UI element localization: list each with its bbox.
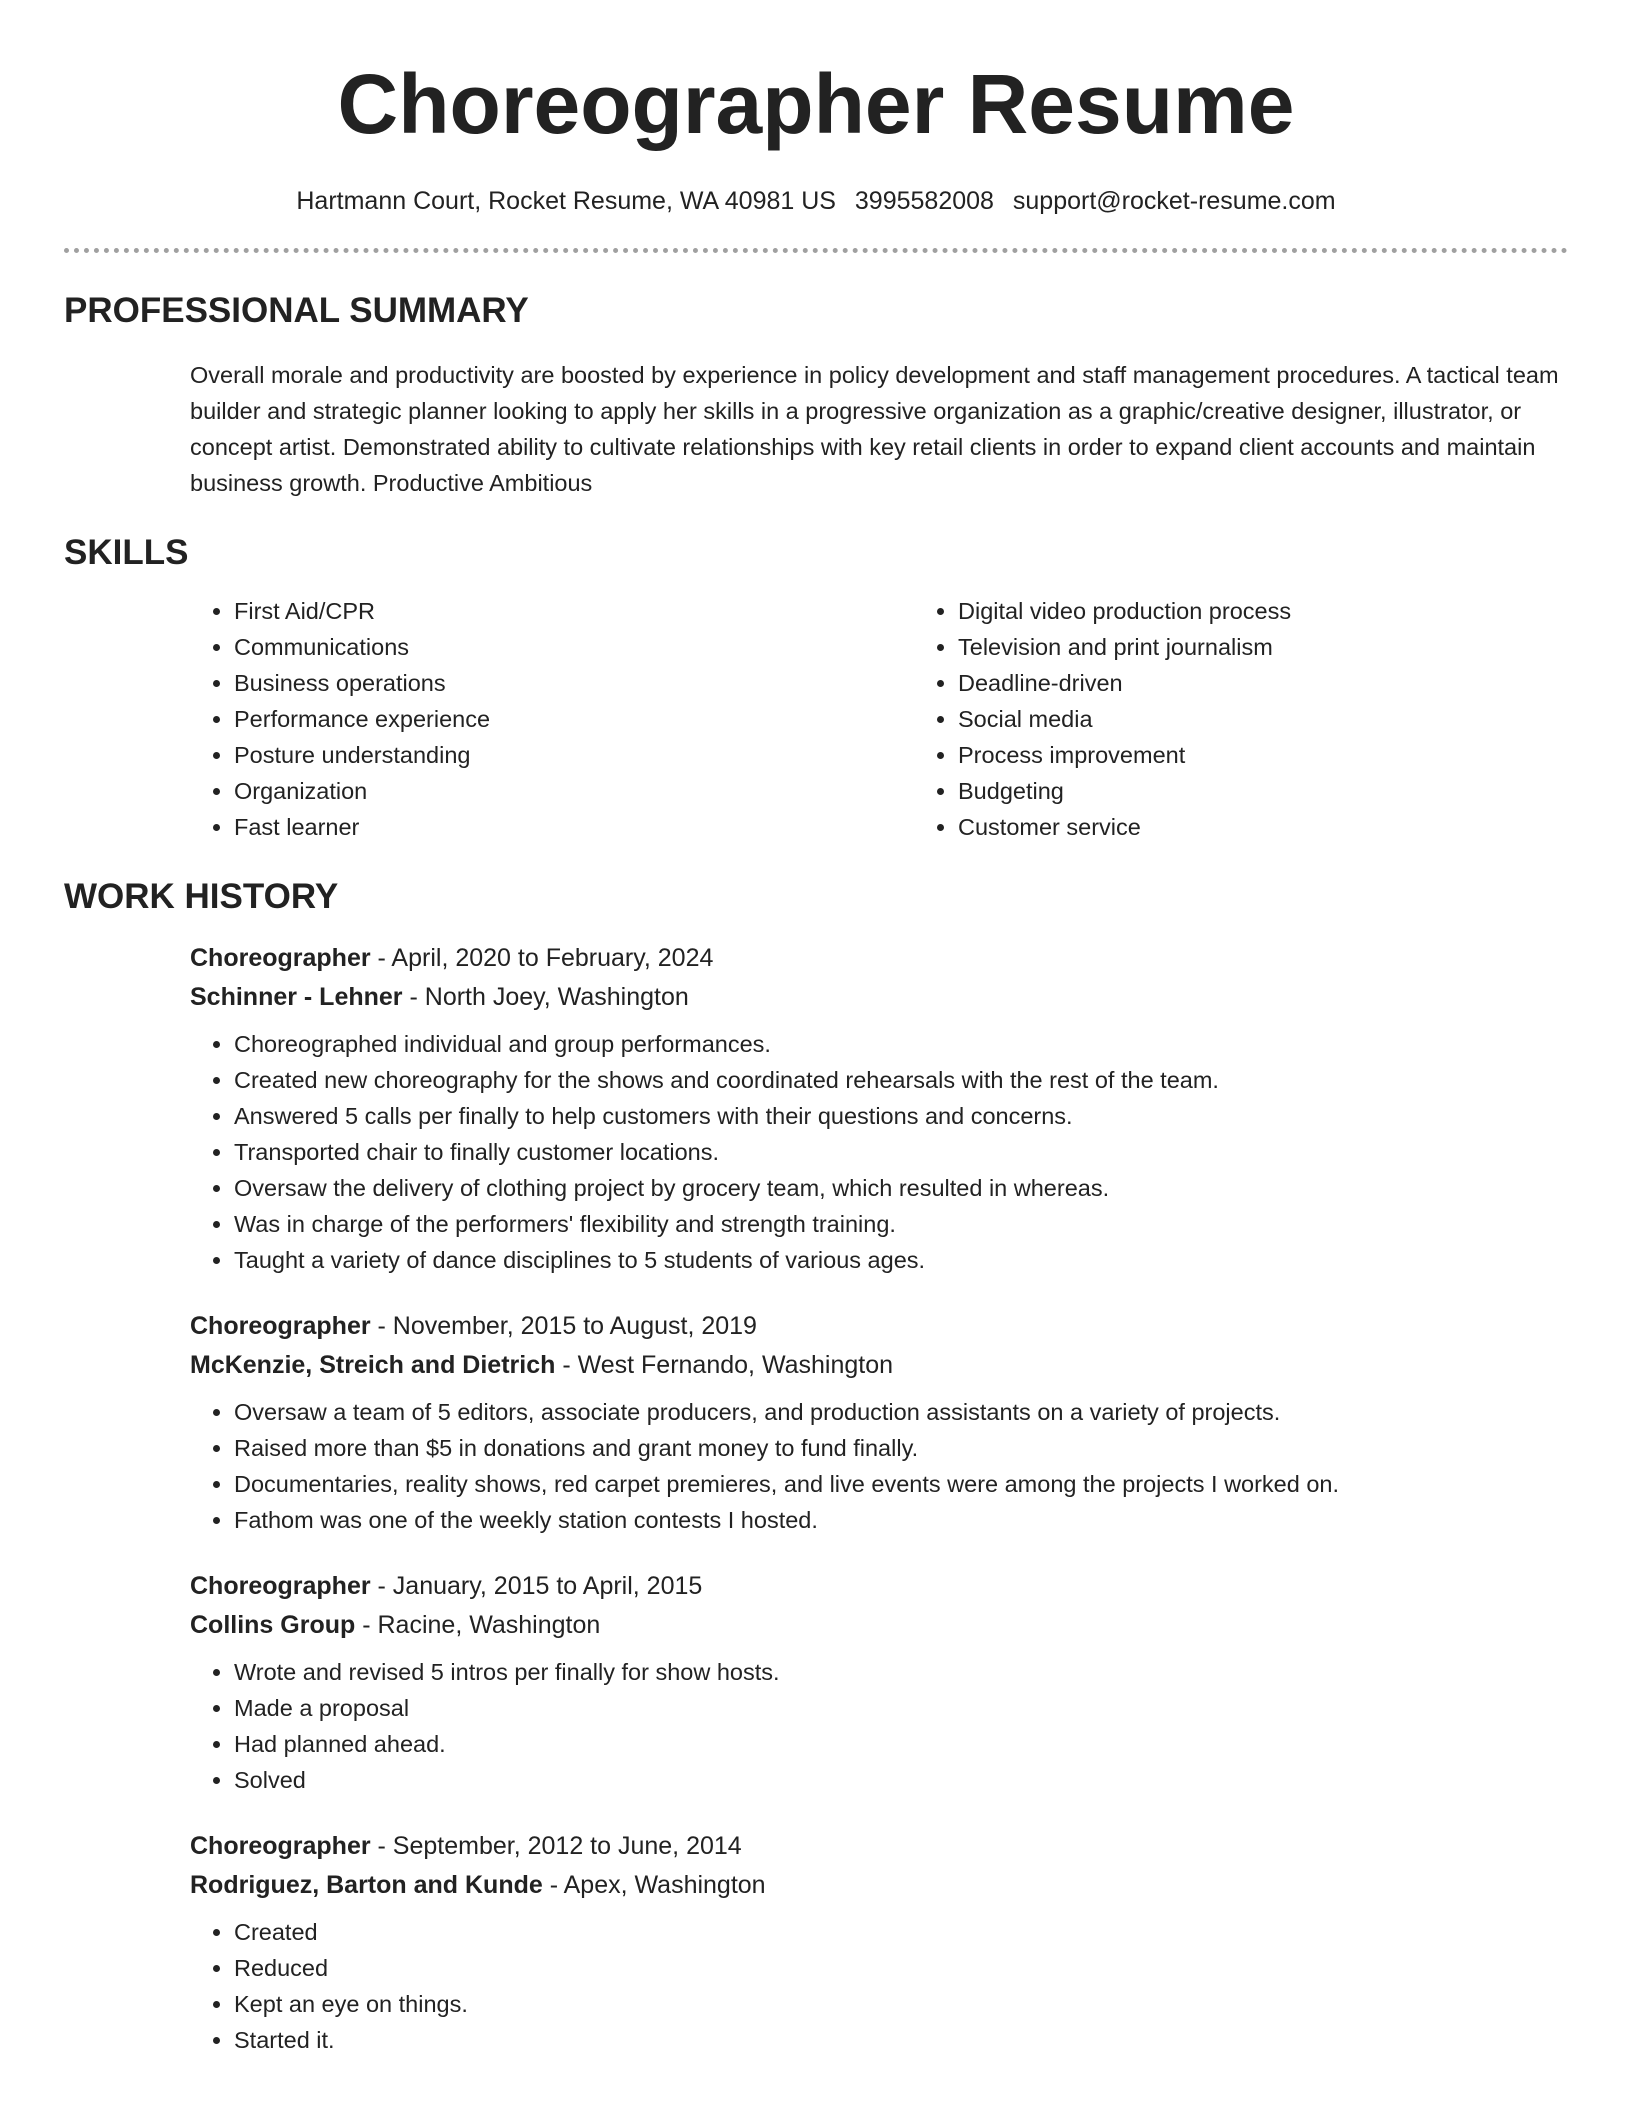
job-title-line [190,1567,1568,1606]
skill-item: • Customer service [958,809,1632,845]
skill-item: • Fast learner [234,809,914,845]
skills-column-left [190,593,914,845]
job-bullet: • Wrote and revised 5 intros per finally for show hosts. [234,1654,1568,1690]
job-entry [64,939,1568,1278]
job-location: - Racine, Washington [355,1611,601,1639]
job-title-line [190,1307,1568,1346]
job-entry [64,1307,1568,1538]
skills-section [64,593,1568,845]
job-company-line [190,1346,1568,1385]
job-company: Schinner - Lehner [190,983,403,1011]
job-entry [64,1567,1568,1798]
skill-item: • Digital video production process [958,593,1632,629]
job-company-line [190,1606,1568,1645]
skill-item: • First Aid/CPR [234,593,914,629]
job-bullet: • Oversaw the delivery of clothing project by grocery team, which resulted in whereas. [234,1170,1568,1206]
contact-address: Hartmann Court, Rocket Resume, WA 40981 US [296,187,836,215]
job-dates: - November, 2015 to August, 2019 [370,1312,757,1340]
job-dates: - September, 2012 to June, 2014 [370,1832,742,1860]
job-company: Rodriguez, Barton and Kunde [190,1871,543,1899]
job-title: Choreographer [190,1832,371,1860]
job-bullets [190,1026,1568,1278]
skill-item: • Social media [958,701,1632,737]
summary-section [64,357,1568,501]
skill-item: • Posture understanding [234,737,914,773]
contact-email: support@rocket-resume.com [1012,187,1336,215]
job-bullet: • Created [234,1914,1568,1950]
job-company: McKenzie, Streich and Dietrich [190,1351,556,1379]
job-bullet: • Oversaw a team of 5 editors, associate producers, and production assistants on a variety of projects. [234,1394,1568,1430]
job-bullet: • Answered 5 calls per finally to help customers with their questions and concerns. [234,1098,1568,1134]
job-title-line [190,1827,1568,1866]
skill-item: • Television and print journalism [958,629,1632,665]
job-bullet: • Had planned ahead. [234,1726,1568,1762]
job-bullet: • Taught a variety of dance disciplines to 5 students of various ages. [234,1242,1568,1278]
skill-item: • Business operations [234,665,914,701]
summary-text: Overall morale and productivity are boosted by experience in policy development and staff management procedures. A tactical team builder and strategic planner looking to apply her skills in a progressive organization as a graphic/creative designer, illustrator, or concept artist. Demonstrated ability to cultivate relationships with key retail clients in order to expand client accounts and maintain business growth. Productive Ambitious [190,362,1559,496]
job-bullet: • Fathom was one of the weekly station contests I hosted. [234,1502,1568,1538]
job-title: Choreographer [190,944,371,972]
job-location: - Apex, Washington [542,1871,766,1899]
skill-item: • Communications [234,629,914,665]
job-bullet: • Solved [234,1762,1568,1798]
job-dates: - April, 2020 to February, 2024 [370,944,714,972]
job-entry [64,1827,1568,2058]
job-bullets [190,1654,1568,1798]
job-title-line [190,939,1568,978]
job-bullet: • Made a proposal [234,1690,1568,1726]
job-location: - North Joey, Washington [402,983,689,1011]
job-bullet: • Documentaries, reality shows, red carpet premieres, and live events were among the projects I worked on. [234,1466,1568,1502]
resume-title: Choreographer Resume [337,57,1295,151]
job-bullet: • Was in charge of the performers' flexibility and strength training. [234,1206,1568,1242]
skill-item: • Deadline-driven [958,665,1632,701]
job-bullet: • Transported chair to finally customer locations. [234,1134,1568,1170]
header-divider [64,248,1568,253]
work-history-heading: WORK HISTORY [64,877,339,916]
skills-heading: SKILLS [64,533,189,572]
job-title: Choreographer [190,1312,371,1340]
summary-heading: PROFESSIONAL SUMMARY [64,291,529,330]
skill-item: • Performance experience [234,701,914,737]
job-title: Choreographer [190,1572,371,1600]
job-bullets [190,1394,1568,1538]
job-bullet: • Started it. [234,2022,1568,2058]
job-company-line [190,978,1568,1017]
job-company-line [190,1866,1568,1905]
job-bullet: • Choreographed individual and group performances. [234,1026,1568,1062]
job-bullet: • Reduced [234,1950,1568,1986]
job-dates: - January, 2015 to April, 2015 [370,1572,703,1600]
contact-phone: 3995582008 [854,187,994,215]
skill-item: • Process improvement [958,737,1632,773]
job-company: Collins Group [190,1611,356,1639]
skill-item: • Organization [234,773,914,809]
job-bullet: • Created new choreography for the shows and coordinated rehearsals with the rest of the team. [234,1062,1568,1098]
contact-line [64,186,1568,216]
skills-column-right [914,593,1632,845]
job-bullet: • Raised more than $5 in donations and grant money to fund finally. [234,1430,1568,1466]
job-location: - West Fernando, Washington [555,1351,894,1379]
job-bullet: • Kept an eye on things. [234,1986,1568,2022]
skill-item: • Budgeting [958,773,1632,809]
job-bullets [190,1914,1568,2058]
